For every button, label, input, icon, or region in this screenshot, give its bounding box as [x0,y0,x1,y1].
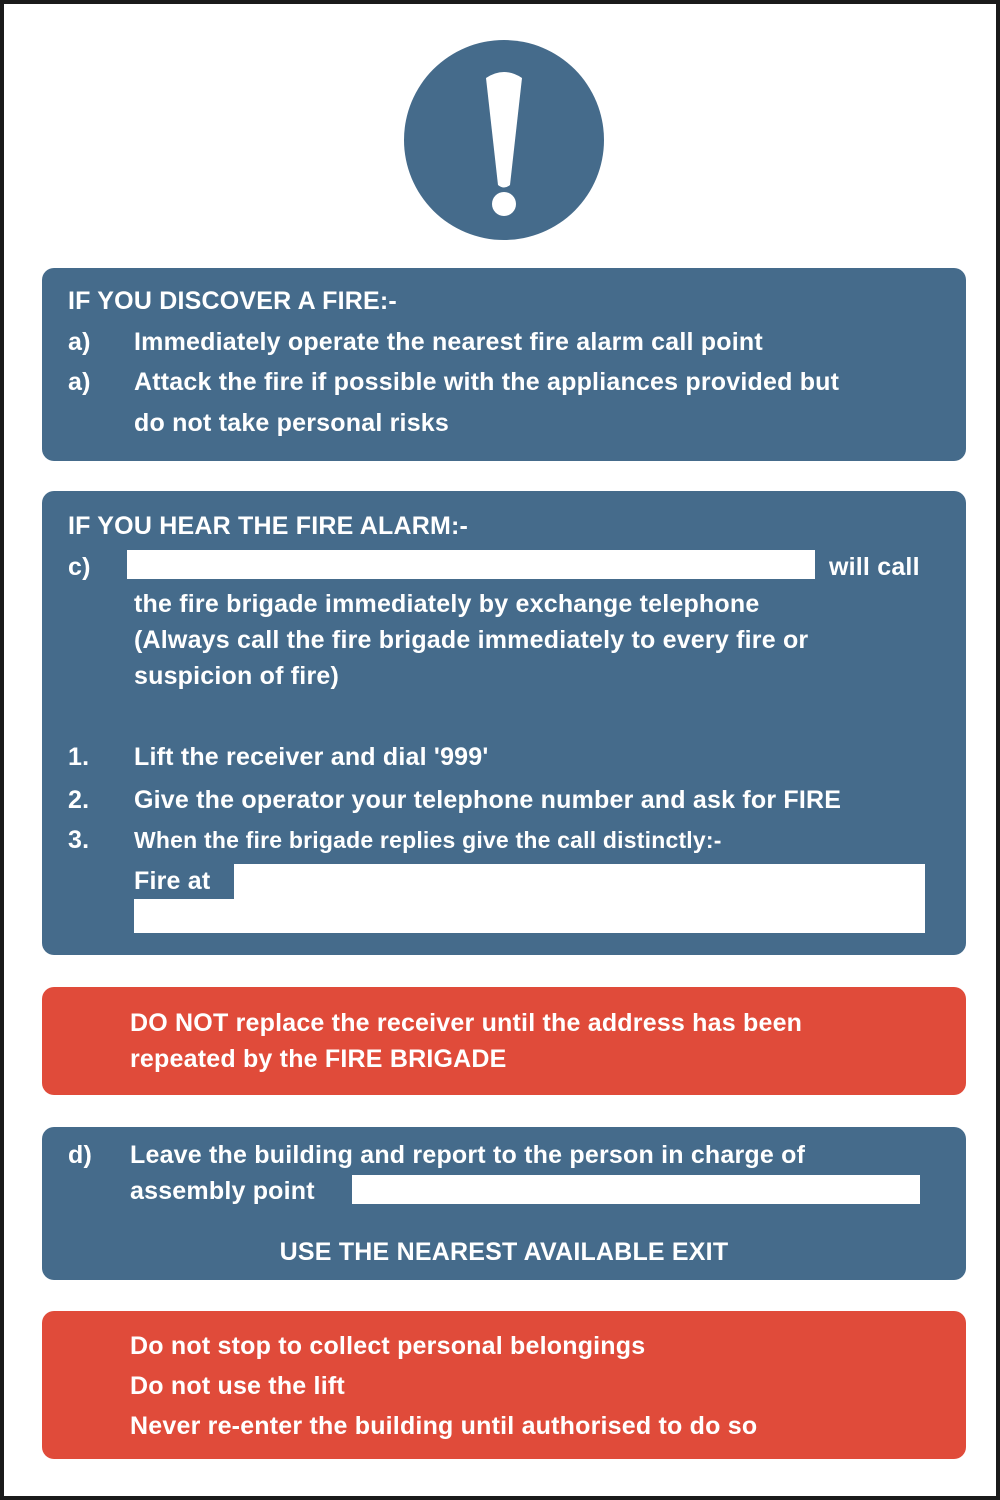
final-line-3: Never re-enter the building until authorised to do so [130,1412,758,1440]
alarm-c-line-3: suspicion of fire) [134,662,340,690]
discover-heading: IF YOU DISCOVER A FIRE:- [68,287,397,315]
step-2-number: 2. [68,786,90,814]
alarm-item-c-marker: c) [68,553,91,581]
personal-safety-panel [42,1311,966,1459]
warning-line-2: repeated by the FIRE BRIGADE [130,1045,507,1073]
step-1-text: Lift the receiver and dial '999' [134,743,489,771]
leave-line-1: Leave the building and report to the person in charge of [130,1141,806,1169]
fire-address-blank-field-top [234,864,925,900]
step-1-number: 1. [68,743,90,771]
final-line-1: Do not stop to collect personal belongings [130,1332,646,1360]
leave-line-2: assembly point [130,1177,315,1205]
step-3-number: 3. [68,826,90,854]
step-3-text: When the fire brigade replies give the call distinctly:- [134,827,722,853]
discover-item-a2-marker: a) [68,368,91,396]
discover-item-a2-text: Attack the fire if possible with the appliances provided but [134,368,840,396]
alarm-heading: IF YOU HEAR THE FIRE ALARM:- [68,512,469,540]
leave-item-d-marker: d) [68,1141,92,1169]
final-line-2: Do not use the lift [130,1372,345,1400]
leave-building-panel [42,1127,966,1280]
alarm-will-call-text: will call [829,553,920,581]
fire-at-label: Fire at [134,867,211,895]
hear-alarm-panel [42,491,966,955]
warning-line-1: DO NOT replace the receiver until the address has been [130,1009,803,1037]
discover-item-a1-text: Immediately operate the nearest fire alarm call point [134,328,763,356]
exclamation-mark-circle-icon [404,40,604,240]
step-2-text: Give the operator your telephone number and ask for FIRE [134,786,842,814]
discover-fire-panel [42,268,966,461]
fire-address-blank-field-bottom [134,899,925,933]
discover-item-a2-text-cont: do not take personal risks [134,409,450,437]
alarm-c-line-2: (Always call the fire brigade immediately to every fire or [134,626,809,654]
do-not-replace-warning-panel [42,987,966,1095]
nearest-exit-instruction: USE THE NEAREST AVAILABLE EXIT [279,1238,729,1266]
alarm-c-line-1: the fire brigade immediately by exchange telephone [134,590,760,618]
discover-item-a1-marker: a) [68,328,91,356]
caller-name-blank-field [127,550,815,579]
assembly-point-blank-field [352,1175,920,1204]
